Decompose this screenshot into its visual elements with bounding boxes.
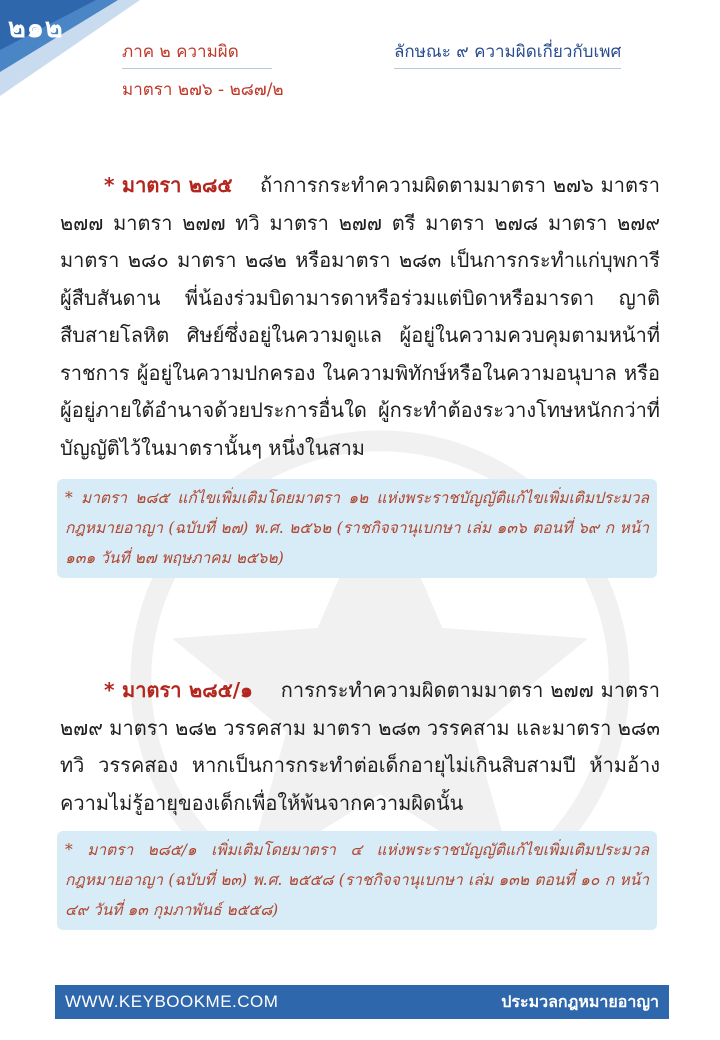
page-footer <box>55 985 669 1019</box>
chapter-title: ลักษณะ ๙ ความผิดเกี่ยวกับเพศ <box>394 38 621 69</box>
page-number: ๒๑๒ <box>8 13 64 44</box>
section-label: * มาตรา ๒๘๕/๑ <box>104 678 253 702</box>
section-text: การกระทำความผิดตามมาตรา ๒๗๗ มาตรา ๒๗๙ มาตรา ๒๘๒ วรรคสาม มาตรา ๒๘๓ วรรคสาม และมาตรา ๒๘๓ ทวิ วรรคสอง หากเป็นการกระทำต่อเด็กอายุไม่เกินสิบสามปี ห้ามอ้างความไม่รู้อายุของเด็กเพื่อให้พ้นจากความผิดนั้น <box>60 678 661 815</box>
website-link[interactable]: WWW.KEYBOOKME.COM <box>65 992 279 1011</box>
section-text: ถ้าการกระทำความผิดตามมาตรา ๒๗๖ มาตรา ๒๗๗ มาตรา ๒๗๗ ทวิ มาตรา ๒๗๗ ตรี มาตรา ๒๗๘ มาตรา ๒๗๙ มาตรา ๒๘๐ มาตรา ๒๘๒ หรือมาตรา ๒๘๓ เป็นการกระทำแก่บุพการี ผู้สืบสันดาน พี่น้องร่วมบิดามารดาหรือร่วมแต่บิดาหรือมารดา ญาติสืบสายโลหิต ศิษย์ซึ่งอยู่ในความดูแล ผู้อยู่ในความควบคุมตามหน้าที่ราชการ ผู้อยู่ในความปกครอง ในความพิทักษ์หรือในความอนุบาล หรือผู้อยู่ภายใต้อำนาจด้วยประการอื่นใด ผู้กระทำต้องระวางโทษหนักกว่าที่บัญญัติไว้ในมาตรานั้นๆ หนึ่งในสาม <box>60 173 660 460</box>
section-285-1 <box>60 672 660 822</box>
amendment-note: * มาตรา ๒๘๕/๑ เพิ่มเติมโดยมาตรา ๔ แห่งพระราชบัญญัติแก้ไขเพิ่มเติมประมวลกฎหมายอาญา (ฉบับที่ ๒๓) พ.ศ. ๒๕๕๘ (ราชกิจจานุเบกษา เล่ม ๑๓๒ ตอนที่ ๑๐ ก หน้า ๔๙ วันที่ ๑๓ กุมภาพันธ์ ๒๕๕๘) <box>57 831 657 930</box>
section-label: * มาตรา ๒๘๕ <box>104 173 233 197</box>
section-285 <box>60 167 660 467</box>
part-title: ภาค ๒ ความผิด <box>122 38 272 69</box>
amendment-note: * มาตรา ๒๘๕ แก้ไขเพิ่มเติมโดยมาตรา ๑๒ แห่งพระราชบัญญัติแก้ไขเพิ่มเติมประมวลกฎหมายอาญา (ฉบับที่ ๒๗) พ.ศ. ๒๕๖๒ (ราชกิจจานุเบกษา เล่ม ๑๓๖ ตอนที่ ๖๙ ก หน้า ๑๓๑ วันที่ ๒๗ พฤษภาคม ๒๕๖๒) <box>57 479 657 578</box>
book-title: ประมวลกฎหมายอาญา <box>501 991 659 1011</box>
section-range: มาตรา ๒๗๖ - ๒๘๗/๒ <box>122 80 284 100</box>
